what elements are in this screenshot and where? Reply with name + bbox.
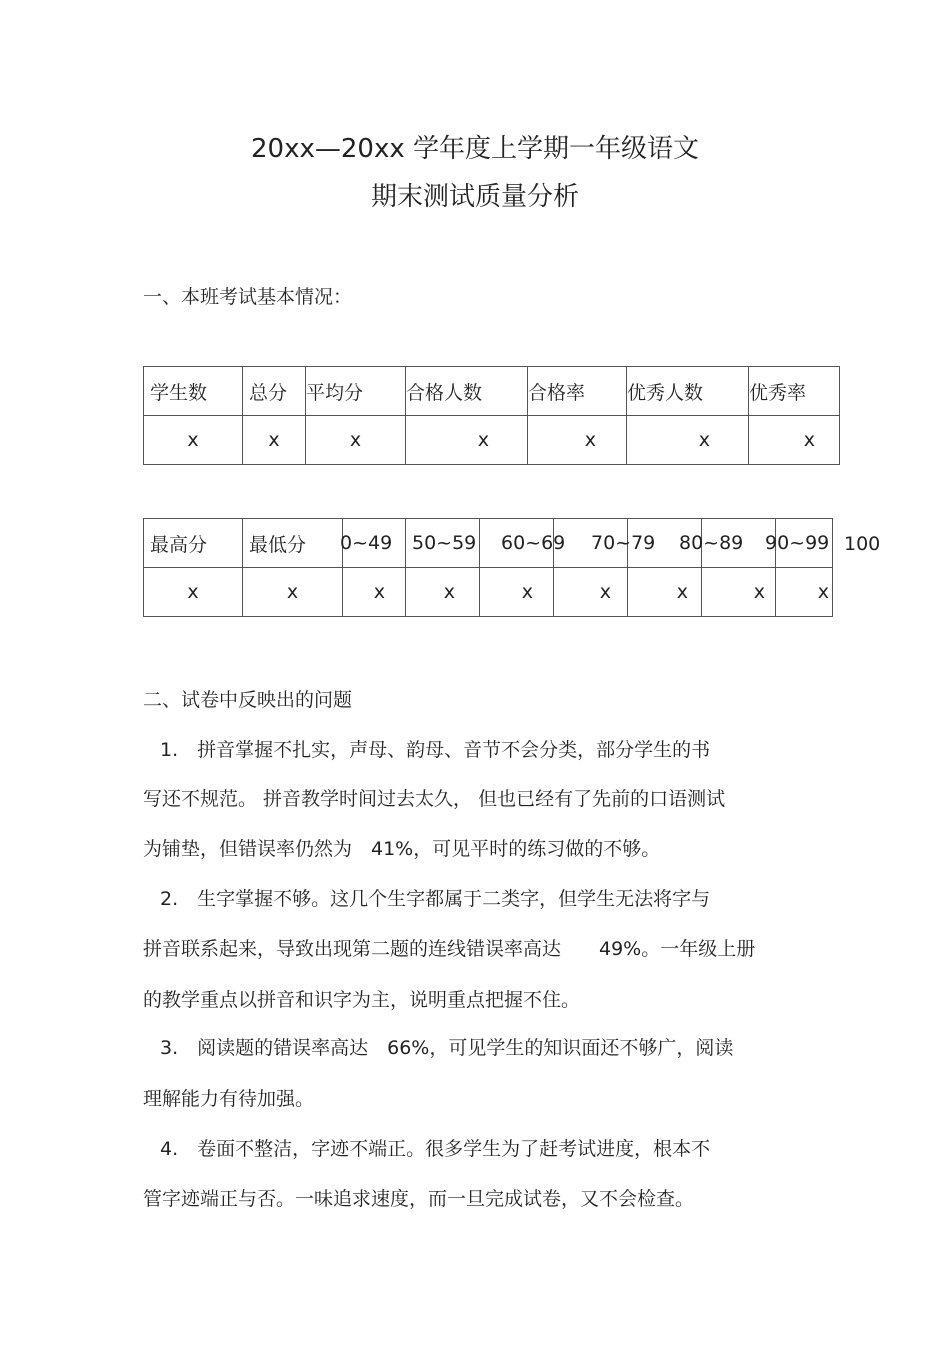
para-line: 为铺垫，但错误率仍然为 41%，可见平时的练习做的不够。	[143, 838, 661, 860]
table-header-cell	[306, 367, 406, 416]
table-cell: x	[749, 416, 840, 465]
table-header-cell	[406, 367, 528, 416]
para-line: 2. 生字掌握不够。这几个生字都属于二类字，但学生无法将字与	[160, 888, 711, 910]
table-header-label: 合格人数	[406, 381, 483, 404]
table-cell: x	[406, 416, 528, 465]
para-line: 写还不规范。 拼音教学时间过去太久， 但也已经有了先前的口语测试	[143, 788, 726, 810]
para-line: 4. 卷面不整洁，字迹不端正。很多学生为了赶考试进度，根本不	[160, 1138, 711, 1160]
table-header-label: 70~79	[591, 532, 656, 554]
table-cell: x	[243, 416, 306, 465]
table-cell: x	[306, 416, 406, 465]
table-header-label: 60~69	[501, 532, 566, 554]
table-cell: x	[144, 568, 243, 617]
table-header-cell: 最高分	[144, 519, 243, 568]
section1-heading: 一、本班考试基本情况：	[143, 286, 353, 308]
table-cell: x	[628, 568, 702, 617]
table-header-cell	[528, 367, 627, 416]
table-header-label: 平均分	[306, 381, 364, 404]
table-header-cell	[340, 519, 406, 568]
para-line: 3. 阅读题的错误率高达 66%，可见学生的知识面还不够广，阅读	[160, 1037, 734, 1059]
table-header-label: 合格率	[528, 381, 586, 404]
section2-heading: 二、试卷中反映出的问题	[143, 689, 353, 711]
table-cell: x	[776, 568, 833, 617]
document-title-line2: 期末测试质量分析	[370, 182, 579, 212]
table-header-label: 优秀人数	[627, 381, 704, 404]
para-line: 拼音联系起来，导致出现第二题的连线错误率高达 49%。一年级上册	[143, 938, 756, 960]
basic-stats-table	[143, 366, 840, 465]
table-header-label: 优秀率	[749, 381, 807, 404]
table-header-cell: 学生数	[144, 367, 243, 416]
table-header-cell	[627, 367, 749, 416]
table-cell: x	[528, 416, 627, 465]
table-cell: x	[406, 568, 480, 617]
table-header-row	[144, 519, 833, 568]
table-header-cell	[480, 519, 566, 568]
document-title-line1: 20xx—20xx 学年度上学期一年级语文	[251, 134, 699, 164]
table-cell: x	[243, 568, 343, 617]
table-header-cell: 总分	[243, 367, 306, 416]
table-cell: x	[480, 568, 554, 617]
table-header-cell: 50~59	[406, 519, 480, 568]
table-cell: x	[627, 416, 749, 465]
table-cell: x	[144, 416, 243, 465]
para-line: 管字迹端正与否。一味追求速度，而一旦完成试卷，又不会检查。	[143, 1188, 695, 1210]
table-row	[144, 568, 833, 617]
table-cell: x	[343, 568, 406, 617]
table-header-label: 0~49	[340, 532, 393, 554]
table-cell: x	[702, 568, 776, 617]
table-header-cell	[749, 367, 840, 416]
table-header-overflow-100: 100	[844, 533, 881, 555]
table-header-label: 80~89	[679, 532, 744, 554]
table-cell: x	[554, 568, 628, 617]
table-row	[144, 416, 840, 465]
para-line: 理解能力有待加强。	[143, 1088, 315, 1110]
table-header-row	[144, 367, 840, 416]
table-header-cell: 最低分	[243, 519, 343, 568]
table-header-label: 90~99	[765, 532, 830, 554]
score-distribution-table	[143, 518, 833, 617]
para-line: 1. 拼音掌握不扎实，声母、韵母、音节不会分类，部分学生的书	[160, 739, 711, 761]
para-line: 的教学重点以拼音和识字为主，说明重点把握不住。	[143, 989, 581, 1011]
